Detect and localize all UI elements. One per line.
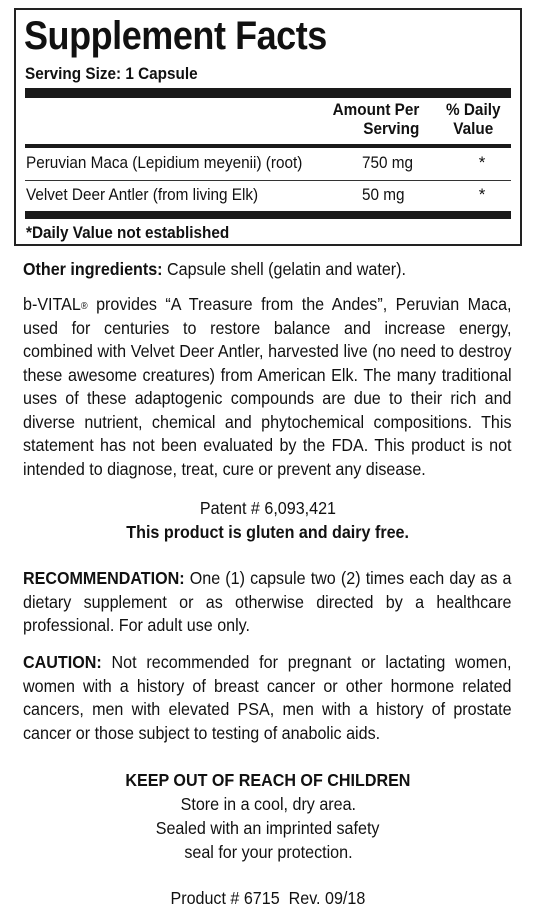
caution-text: Not recommended for pregnant or lactating women, women with a history of breast cancer or other hormone related cancers, men with elevated PSA, men with a history of prostate cancer or those subject to testing of anabolic aids.	[23, 652, 512, 743]
recommendation	[23, 567, 512, 638]
product-number: Product # 6715 Rev. 09/18	[170, 888, 366, 908]
other-ingredients	[23, 258, 512, 282]
ingredient-amount: 50 mg	[362, 185, 405, 204]
registered-mark: ®	[80, 301, 88, 312]
facts-title: Supplement Facts	[24, 14, 327, 58]
thick-divider	[25, 88, 511, 98]
recommendation-label: RECOMMENDATION:	[23, 568, 185, 588]
patent-number: Patent # 6,093,421	[199, 498, 337, 518]
product-description	[23, 293, 512, 481]
caution	[23, 651, 512, 745]
ingredient-dv: *	[478, 153, 486, 172]
serving-size: Serving Size: 1 Capsule	[25, 64, 198, 83]
bottom-divider	[25, 211, 511, 219]
storage-line-1: Store in a cool, dry area.	[180, 794, 356, 814]
recommendation-text: One (1) capsule two (2) times each day as a dietary supplement or as otherwise directed by a healthcare professional. For adult use only.	[23, 568, 512, 635]
storage-line-3: seal for your protection.	[183, 842, 353, 862]
supplement-facts-panel	[14, 8, 522, 246]
storage-line-2: Sealed with an imprinted safety	[156, 818, 380, 838]
brand-name: b-VITAL	[23, 294, 81, 314]
header-amount-per-serving: Amount Per Serving	[332, 100, 419, 138]
caution-label: CAUTION:	[23, 652, 102, 672]
ingredient-amount: 750 mg	[362, 153, 414, 172]
keep-out-of-reach: KEEP OUT OF REACH OF CHILDREN	[125, 770, 411, 790]
description-text: provides “A Treasure from the Andes”, Peruvian Maca, used for centuries to restore balance and increase energy, combined with Velvet Deer Antler, harvested live (no need to destroy these awesome creatures) from American Elk. The many traditional uses of these adaptogenic compounds are due to their rich and diverse nutrient, chemical and phytochemical compositions. This statement has not been evaluated by the FDA. This product is not intended to diagnose, treat, cure or prevent any disease.	[23, 294, 512, 479]
header-divider	[25, 144, 511, 148]
daily-value-footnote: *Daily Value not established	[26, 223, 230, 242]
other-ingredients-text: Capsule shell (gelatin and water).	[162, 259, 406, 279]
ingredient-name: Peruvian Maca (Lepidium meyenii) (root)	[26, 153, 303, 172]
ingredient-dv: *	[478, 185, 486, 204]
ingredient-name: Velvet Deer Antler (from living Elk)	[26, 185, 259, 204]
other-ingredients-label: Other ingredients:	[23, 259, 163, 279]
row-divider	[25, 180, 511, 181]
gluten-dairy-free: This product is gluten and dairy free.	[126, 522, 410, 542]
header-daily-value: % Daily Value	[445, 100, 501, 138]
